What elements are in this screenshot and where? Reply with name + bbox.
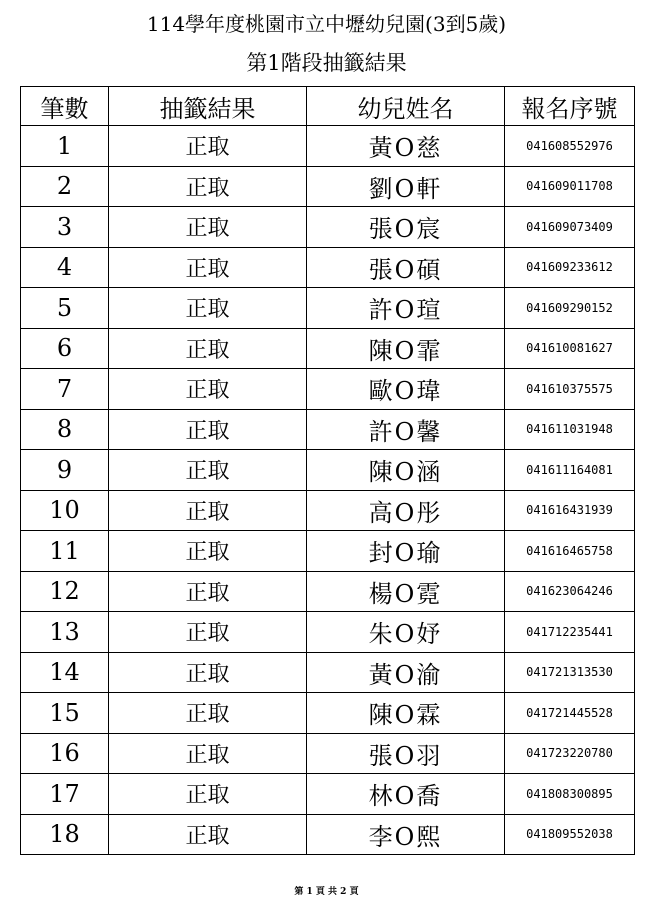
table-row <box>21 612 635 653</box>
row-lottery-result: 正取 <box>109 693 307 734</box>
row-count: 16 <box>21 733 109 774</box>
row-registration-number: 041611164081 <box>505 450 635 491</box>
row-lottery-result: 正取 <box>109 328 307 369</box>
row-count: 17 <box>21 774 109 815</box>
table-row <box>21 490 635 531</box>
row-registration-number: 041609073409 <box>505 207 635 248</box>
row-count: 3 <box>21 207 109 248</box>
lottery-result-table <box>20 86 635 855</box>
table-row <box>21 652 635 693</box>
table-row <box>21 733 635 774</box>
row-count: 18 <box>21 814 109 855</box>
row-count: 2 <box>21 166 109 207</box>
row-registration-number: 041609290152 <box>505 288 635 329</box>
row-child-name: 張O羽 <box>307 733 505 774</box>
row-count: 11 <box>21 531 109 572</box>
document-title: 114學年度桃園市立中壢幼兒園(3到5歲) <box>146 12 507 36</box>
row-registration-number: 041608552976 <box>505 126 635 167</box>
row-child-name: 張O宸 <box>307 207 505 248</box>
row-lottery-result: 正取 <box>109 450 307 491</box>
row-child-name: 歐O瑋 <box>307 369 505 410</box>
row-lottery-result: 正取 <box>109 126 307 167</box>
row-child-name: 楊O霓 <box>307 571 505 612</box>
row-registration-number: 041809552038 <box>505 814 635 855</box>
row-count: 10 <box>21 490 109 531</box>
row-lottery-result: 正取 <box>109 531 307 572</box>
header-registration-number: 報名序號 <box>505 87 635 126</box>
table-header-row <box>21 87 635 126</box>
table-row <box>21 126 635 167</box>
row-registration-number: 041609011708 <box>505 166 635 207</box>
header-lottery-result: 抽籤結果 <box>109 87 307 126</box>
row-child-name: 陳O霖 <box>307 693 505 734</box>
table-row <box>21 207 635 248</box>
row-child-name: 張O碩 <box>307 247 505 288</box>
header-child-name: 幼兒姓名 <box>307 87 505 126</box>
row-registration-number: 041609233612 <box>505 247 635 288</box>
row-registration-number: 041610081627 <box>505 328 635 369</box>
table-row <box>21 409 635 450</box>
row-count: 8 <box>21 409 109 450</box>
row-lottery-result: 正取 <box>109 247 307 288</box>
row-lottery-result: 正取 <box>109 288 307 329</box>
header-count: 筆數 <box>21 87 109 126</box>
row-child-name: 封O瑜 <box>307 531 505 572</box>
row-child-name: 黃O渝 <box>307 652 505 693</box>
row-count: 7 <box>21 369 109 410</box>
table-row <box>21 288 635 329</box>
row-child-name: 李O熙 <box>307 814 505 855</box>
row-lottery-result: 正取 <box>109 612 307 653</box>
table-body <box>21 126 635 855</box>
table-row <box>21 247 635 288</box>
row-lottery-result: 正取 <box>109 733 307 774</box>
row-registration-number: 041611031948 <box>505 409 635 450</box>
row-child-name: 黃O慈 <box>307 126 505 167</box>
row-registration-number: 041723220780 <box>505 733 635 774</box>
table-row <box>21 450 635 491</box>
row-registration-number: 041712235441 <box>505 612 635 653</box>
table-row <box>21 328 635 369</box>
row-lottery-result: 正取 <box>109 490 307 531</box>
row-count: 1 <box>21 126 109 167</box>
row-lottery-result: 正取 <box>109 652 307 693</box>
table-row <box>21 814 635 855</box>
row-child-name: 陳O涵 <box>307 450 505 491</box>
row-lottery-result: 正取 <box>109 814 307 855</box>
row-registration-number: 041610375575 <box>505 369 635 410</box>
row-child-name: 許O馨 <box>307 409 505 450</box>
table-row <box>21 166 635 207</box>
page-footer: 第 1 頁 共 2 頁 <box>294 887 359 897</box>
table-row <box>21 693 635 734</box>
row-count: 12 <box>21 571 109 612</box>
row-lottery-result: 正取 <box>109 207 307 248</box>
row-registration-number: 041721313530 <box>505 652 635 693</box>
row-lottery-result: 正取 <box>109 409 307 450</box>
row-registration-number: 041616431939 <box>505 490 635 531</box>
row-registration-number: 041623064246 <box>505 571 635 612</box>
row-child-name: 許O瑄 <box>307 288 505 329</box>
table-row <box>21 531 635 572</box>
row-count: 5 <box>21 288 109 329</box>
row-count: 9 <box>21 450 109 491</box>
table-row <box>21 369 635 410</box>
row-count: 4 <box>21 247 109 288</box>
row-lottery-result: 正取 <box>109 166 307 207</box>
row-lottery-result: 正取 <box>109 369 307 410</box>
row-child-name: 朱O妤 <box>307 612 505 653</box>
table-row <box>21 774 635 815</box>
row-child-name: 陳O霏 <box>307 328 505 369</box>
document-subtitle: 第1階段抽籤結果 <box>246 51 407 75</box>
table-row <box>21 571 635 612</box>
row-child-name: 林O喬 <box>307 774 505 815</box>
row-child-name: 高O彤 <box>307 490 505 531</box>
row-count: 6 <box>21 328 109 369</box>
row-lottery-result: 正取 <box>109 774 307 815</box>
row-child-name: 劉O軒 <box>307 166 505 207</box>
row-count: 13 <box>21 612 109 653</box>
row-lottery-result: 正取 <box>109 571 307 612</box>
row-count: 15 <box>21 693 109 734</box>
row-registration-number: 041616465758 <box>505 531 635 572</box>
row-registration-number: 041808300895 <box>505 774 635 815</box>
row-registration-number: 041721445528 <box>505 693 635 734</box>
row-count: 14 <box>21 652 109 693</box>
